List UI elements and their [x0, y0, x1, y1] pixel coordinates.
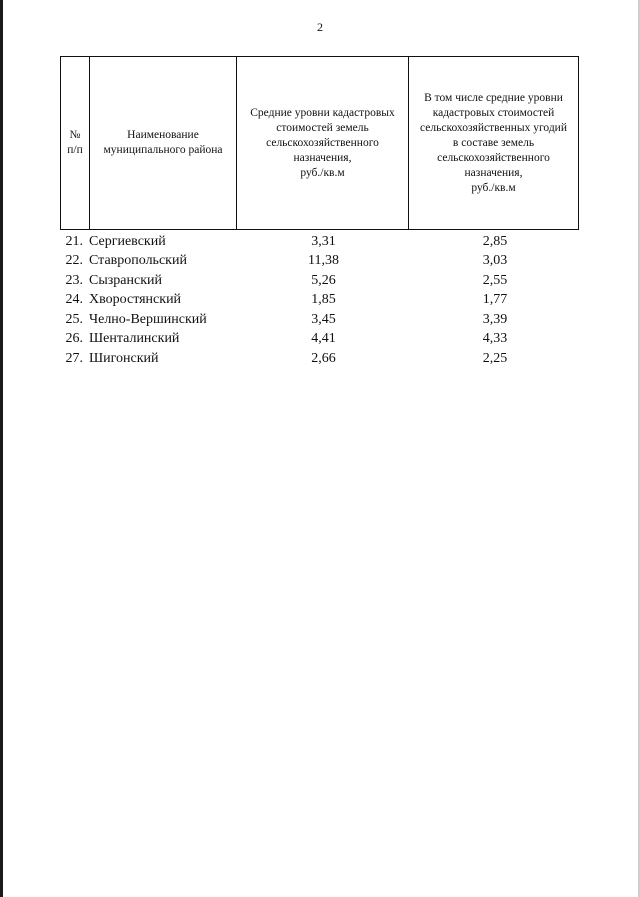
district-name: Челно-Вершинский: [89, 311, 207, 327]
average-cost-value: 3,31: [311, 233, 336, 249]
average-cost-value: 3,45: [311, 311, 336, 327]
row-number: 22.: [65, 253, 83, 269]
table-row: [60, 330, 580, 350]
average-cost-value: 1,85: [311, 292, 336, 308]
header-average-cadastral-cost-agricultural: В том числе средние уровни кадастровых стоимостей сельскохозяйственных угодий в составе земель сельскохозяйственного назначения, руб./кв.м: [409, 57, 579, 230]
page-number: 2: [317, 20, 323, 34]
row-number: 27.: [65, 350, 83, 366]
row-number: 25.: [65, 311, 83, 327]
table-header: [60, 56, 579, 230]
average-cost-value: 11,38: [308, 253, 339, 269]
average-cost-value: 5,26: [311, 272, 336, 288]
header-district-name: Наименование муниципального района: [90, 57, 237, 230]
district-name: Хворостянский: [89, 292, 182, 308]
row-number: 24.: [65, 292, 83, 308]
table-row: [60, 291, 580, 311]
table-row: [60, 349, 580, 369]
average-cost-agricultural-value: 2,85: [482, 233, 508, 249]
average-cost-agricultural-value: 3,39: [482, 311, 508, 327]
district-name: Шигонский: [89, 350, 159, 366]
table-body: [60, 232, 580, 369]
average-cost-agricultural-value: 3,03: [482, 253, 508, 269]
header-number: № п/п: [61, 57, 90, 230]
average-cost-agricultural-value: 2,55: [482, 272, 508, 288]
row-number: 21.: [65, 233, 83, 249]
district-name: Сызранский: [89, 272, 162, 288]
table-row: [60, 252, 580, 272]
average-cost-value: 4,41: [311, 331, 336, 347]
district-name: Ставропольский: [89, 253, 187, 269]
table-row: [60, 232, 580, 252]
header-average-cadastral-cost: Средние уровни кадастровых стоимостей земель сельскохозяйственного назначения, руб./кв.м: [237, 57, 409, 230]
row-number: 26.: [65, 331, 83, 347]
scan-left-edge: [0, 0, 3, 897]
average-cost-agricultural-value: 1,77: [482, 292, 508, 308]
table-row: [60, 271, 580, 291]
district-name: Шенталинский: [89, 331, 180, 347]
average-cost-agricultural-value: 4,33: [482, 331, 508, 347]
average-cost-agricultural-value: 2,25: [482, 350, 508, 366]
row-number: 23.: [65, 272, 83, 288]
average-cost-value: 2,66: [311, 350, 336, 366]
district-name: Сергиевский: [89, 233, 166, 249]
table-row: [60, 310, 580, 330]
